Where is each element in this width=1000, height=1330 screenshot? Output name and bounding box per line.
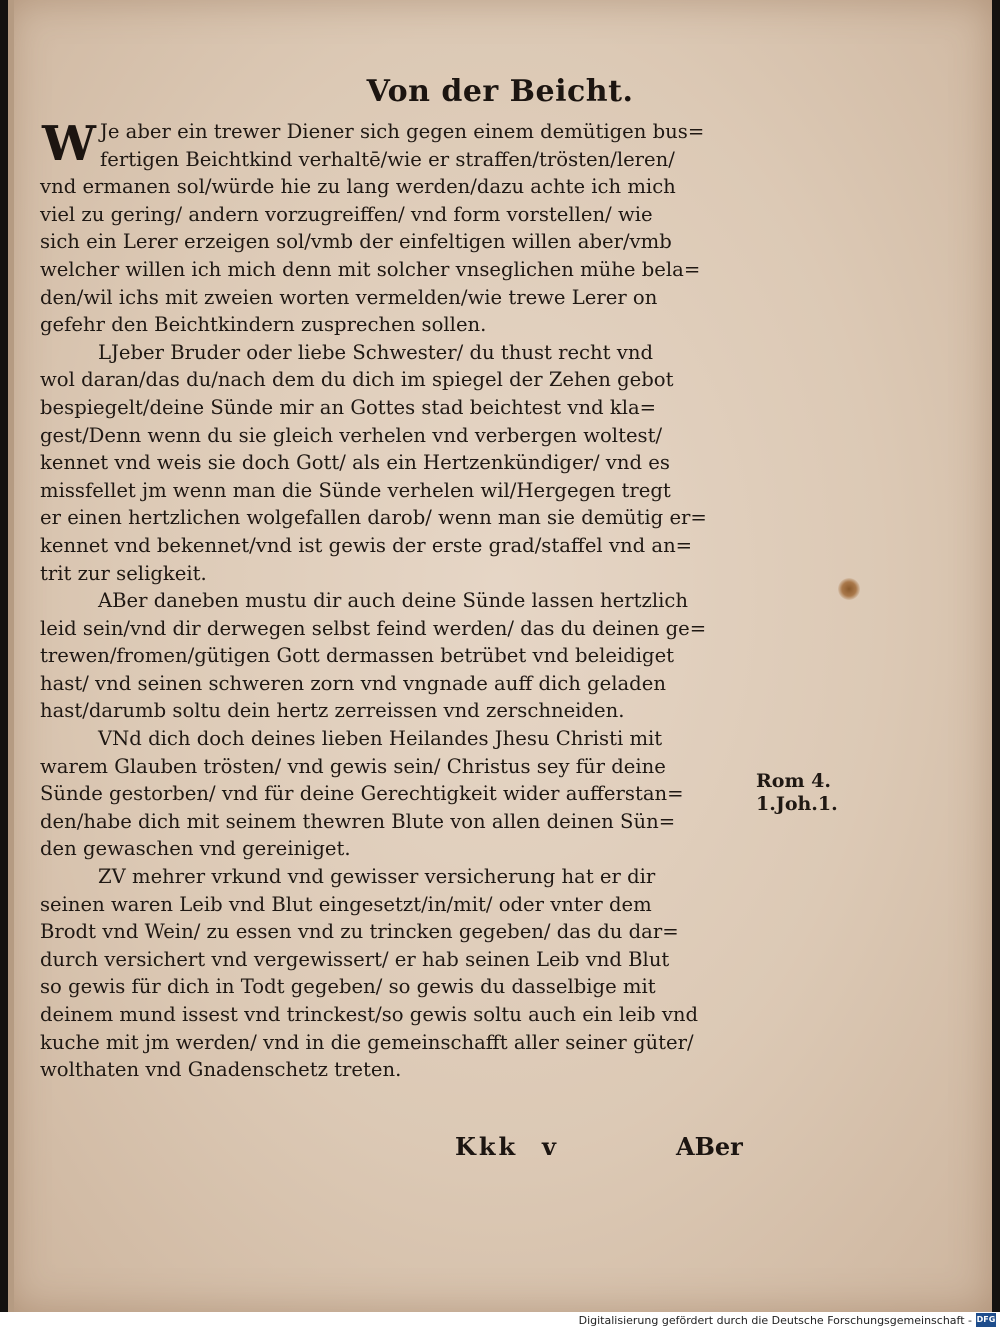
margin-note-rom: Rom 4. <box>756 770 832 792</box>
text-line: kennet vnd bekennet/vnd ist gewis der erste grad/staffel vnd an= <box>40 533 693 557</box>
footer-credit: Digitalisierung gefördert durch die Deutsche Forschungsgemeinschaft - <box>578 1314 972 1327</box>
text-line: den gewaschen vnd gereiniget. <box>40 837 351 861</box>
body-text <box>40 118 760 1084</box>
dfg-logo-icon: DFG <box>976 1313 996 1327</box>
text-line: den/habe dich mit seinem thewren Blute von allen deinen Sün= <box>40 809 676 833</box>
text-line: kennet vnd weis sie doch Gott/ als ein Hertzenkündiger/ vnd es <box>40 451 670 475</box>
text-line: Sünde gestorben/ vnd für deine Gerechtigkeit wider aufferstan= <box>40 782 684 806</box>
text-line: warem Glauben trösten/ vnd gewis sein/ Christus sey für deine <box>40 754 666 778</box>
text-line: trit zur seligkeit. <box>40 561 207 585</box>
catchword: ABer <box>676 1132 743 1161</box>
page-edge <box>8 0 14 1312</box>
text-line: VNd dich doch deines lieben Heilandes Jhesu Christi mit <box>98 727 663 751</box>
text-line: ABer daneben mustu dir auch deine Sünde lassen hertzlich <box>98 589 688 613</box>
text-line: LJeber Bruder oder liebe Schwester/ du thust recht vnd <box>98 340 653 364</box>
page-heading: Von der Beicht. <box>366 74 634 109</box>
text-line: Je aber ein trewer Diener sich gegen einem demütigen bus= <box>100 120 705 143</box>
margin-note-joh: 1.Joh.1. <box>756 793 838 815</box>
text-line: ZV mehrer vrkund vnd gewisser versicherung hat er dir <box>98 865 656 889</box>
text-line: durch versichert vnd vergewissert/ er hab seinen Leib vnd Blut <box>40 947 670 971</box>
text-line: deinem mund issest vnd trinckest/so gewis soltu auch ein leib vnd <box>40 1003 699 1026</box>
text-line: gest/Denn wenn du sie gleich verhelen vnd verbergen woltest/ <box>40 423 663 447</box>
text-line: sich ein Lerer erzeigen sol/vmb der einfeltigen willen aber/vmb <box>40 230 672 254</box>
drop-cap: W <box>42 116 96 172</box>
text-line: so gewis für dich in Todt gegeben/ so gewis du dasselbige mit <box>40 975 656 999</box>
text-line: Brodt vnd Wein/ zu essen vnd zu trincken gegeben/ das du dar= <box>40 920 679 944</box>
text-line: welcher willen ich mich denn mit solcher vnseglichen mühe bela= <box>40 257 701 281</box>
text-line: missfellet jm wenn man die Sünde verhelen wil/Hergegen tregt <box>40 478 671 502</box>
text-line: er einen hertzlichen wolgefallen darob/ wenn man sie demütig er= <box>40 506 707 530</box>
text-line: wolthaten vnd Gnadenschetz treten. <box>40 1058 402 1082</box>
margin-note <box>756 770 838 816</box>
text-line: wol daran/das du/nach dem du dich im spiegel der Zehen gebot <box>40 368 674 392</box>
text-line: vnd ermanen sol/würde hie zu lang werden/dazu achte ich mich <box>40 175 676 199</box>
text-line: den/wil ichs mit zweien worten vermelden/wie trewe Lerer on <box>40 285 658 309</box>
text-line: trewen/fromen/gütigen Gott dermassen betrübet vnd beleidiget <box>40 644 675 668</box>
paper-stain <box>838 578 860 600</box>
text-line: leid sein/vnd dir derwegen selbst feind werden/ das du deinen ge= <box>40 616 707 640</box>
text-line: viel zu gering/ andern vorzugreiffen/ vnd form vorstellen/ wie <box>40 202 653 226</box>
text-line: seinen waren Leib vnd Blut eingesetzt/in/mit/ oder vnter dem <box>40 892 652 916</box>
signature-mark: Kkk <box>455 1132 519 1161</box>
text-line: fertigen Beichtkind verhaltē/wie er straffen/trösten/leren/ <box>100 147 675 171</box>
text-line: kuche mit jm werden/ vnd in die gemeinschafft aller seiner güter/ <box>40 1030 694 1054</box>
text-line: bespiegelt/deine Sünde mir an Gottes stad beichtest vnd kla= <box>40 395 657 419</box>
text-line: hast/ vnd seinen schweren zorn vnd vngnade auff dich geladen <box>40 671 666 695</box>
text-line: hast/darumb soltu dein hertz zerreissen vnd zerschneiden. <box>40 699 625 723</box>
signature-number: v <box>542 1132 556 1161</box>
text-line: gefehr den Beichtkindern zusprechen sollen. <box>40 313 487 337</box>
